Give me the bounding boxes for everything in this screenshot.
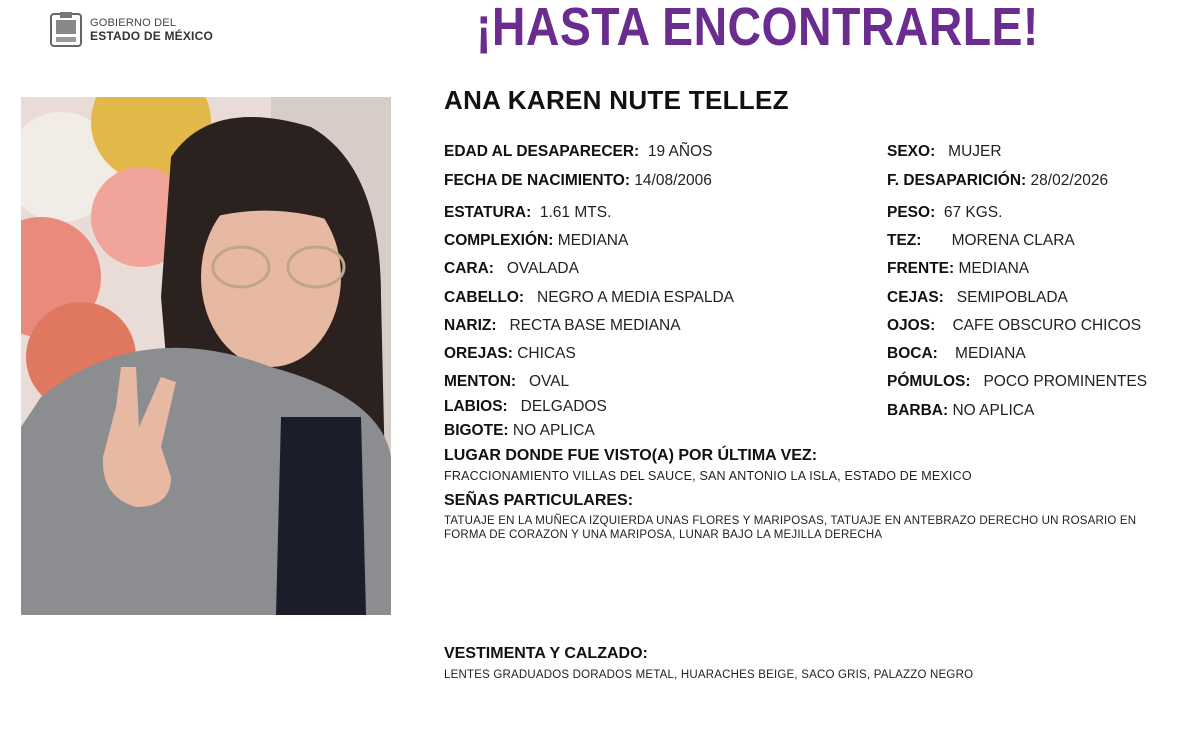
field-chin	[444, 373, 569, 391]
field-label: OJOS:	[887, 317, 936, 334]
person-photo-icon	[21, 97, 391, 615]
field-face	[444, 260, 579, 278]
field-value: SEMIPOBLADA	[956, 289, 1068, 306]
field-label: CABELLO:	[444, 289, 525, 306]
field-birth-date	[444, 172, 712, 190]
field-beard	[887, 402, 1034, 420]
missing-person-photo	[21, 97, 391, 615]
field-label: FECHA DE NACIMIENTO:	[444, 172, 630, 189]
field-weight	[887, 204, 1002, 222]
last-seen-heading: LUGAR DONDE FUE VISTO(A) POR ÚLTIMA VEZ:	[444, 447, 818, 464]
field-label: SEXO:	[887, 143, 936, 160]
field-value: NO APLICA	[512, 422, 595, 439]
field-label: OREJAS:	[444, 345, 513, 362]
field-forehead	[887, 260, 1029, 278]
headline: ¡HASTA ENCONTRARLE!	[476, 0, 1039, 57]
field-label: MENTON:	[444, 373, 517, 390]
field-value: OVALADA	[506, 260, 579, 277]
field-label: CEJAS:	[887, 289, 944, 306]
field-value: MEDIANA	[955, 345, 1026, 362]
field-label: EDAD AL DESAPARECER:	[444, 143, 640, 160]
field-value: 28/02/2026	[1030, 172, 1109, 189]
field-label: PESO:	[887, 204, 936, 221]
field-sex	[887, 143, 1002, 161]
field-value: NO APLICA	[952, 402, 1035, 419]
field-label: ESTATURA:	[444, 204, 532, 221]
field-label: CARA:	[444, 260, 494, 277]
field-value: POCO PROMINENTES	[983, 373, 1148, 390]
state-seal-icon	[48, 10, 84, 50]
field-value: MUJER	[948, 143, 1002, 160]
field-value: MEDIANA	[958, 260, 1030, 277]
field-cheekbones	[887, 373, 1147, 391]
clothing-heading: VESTIMENTA Y CALZADO:	[444, 645, 648, 662]
field-label: BIGOTE:	[444, 422, 509, 439]
field-ears	[444, 345, 576, 363]
field-complexion	[887, 232, 1075, 250]
clothing-text: LENTES GRADUADOS DORADOS METAL, HUARACHES BEIGE, SACO GRIS, PALAZZO NEGRO	[444, 669, 974, 681]
field-label: BOCA:	[887, 345, 938, 362]
field-disappearance-date	[887, 172, 1108, 190]
field-label: FRENTE:	[887, 260, 955, 277]
field-value: NEGRO A MEDIA ESPALDA	[537, 289, 734, 306]
logo-line-1: GOBIERNO DEL	[90, 17, 177, 29]
field-value: 14/08/2006	[634, 172, 712, 189]
field-value: MEDIANA	[557, 232, 629, 249]
field-value: CHICAS	[517, 345, 576, 362]
field-label: BARBA:	[887, 402, 949, 419]
field-eyes	[887, 317, 1141, 335]
field-value: 1.61 MTS.	[539, 204, 612, 221]
field-label: COMPLEXIÓN:	[444, 232, 554, 249]
field-lips	[444, 398, 607, 416]
field-label: NARIZ:	[444, 317, 497, 334]
field-label: F. DESAPARICIÓN:	[887, 172, 1027, 189]
field-value: CAFE OBSCURO CHICOS	[952, 317, 1142, 334]
last-seen-text: FRACCIONAMIENTO VILLAS DEL SAUCE, SAN ANTONIO LA ISLA, ESTADO DE MEXICO	[444, 469, 972, 483]
marks-line-1: TATUAJE EN LA MUÑECA IZQUIERDA UNAS FLORES Y MARIPOSAS, TATUAJE EN ANTEBRAZO DERECHO UN ROSARIO EN	[444, 515, 1137, 527]
field-label: TEZ:	[887, 232, 922, 249]
field-mustache	[444, 422, 595, 440]
field-value: OVAL	[528, 373, 570, 390]
field-label: PÓMULOS:	[887, 373, 971, 390]
field-hair	[444, 289, 734, 307]
field-value: 67 KGS.	[943, 204, 1003, 221]
person-name: ANA KAREN NUTE TELLEZ	[444, 85, 789, 115]
logo-text	[90, 17, 213, 43]
field-value: DELGADOS	[520, 398, 607, 415]
field-height	[444, 204, 611, 222]
logo-line-2: ESTADO DE MÉXICO	[90, 29, 213, 43]
field-mouth	[887, 345, 1026, 363]
field-value: 19 AÑOS	[647, 143, 713, 160]
field-value: RECTA BASE MEDIANA	[509, 317, 681, 334]
field-age	[444, 143, 712, 161]
field-value: MORENA CLARA	[951, 232, 1075, 249]
field-nose	[444, 317, 681, 335]
marks-line-2: FORMA DE CORAZON Y UNA MARIPOSA, LUNAR BAJO LA MEJILLA DERECHA	[444, 529, 883, 541]
field-label: LABIOS:	[444, 398, 508, 415]
field-build	[444, 232, 628, 250]
marks-heading: SEÑAS PARTICULARES:	[444, 492, 634, 509]
government-logo	[48, 10, 213, 50]
field-eyebrows	[887, 289, 1068, 307]
